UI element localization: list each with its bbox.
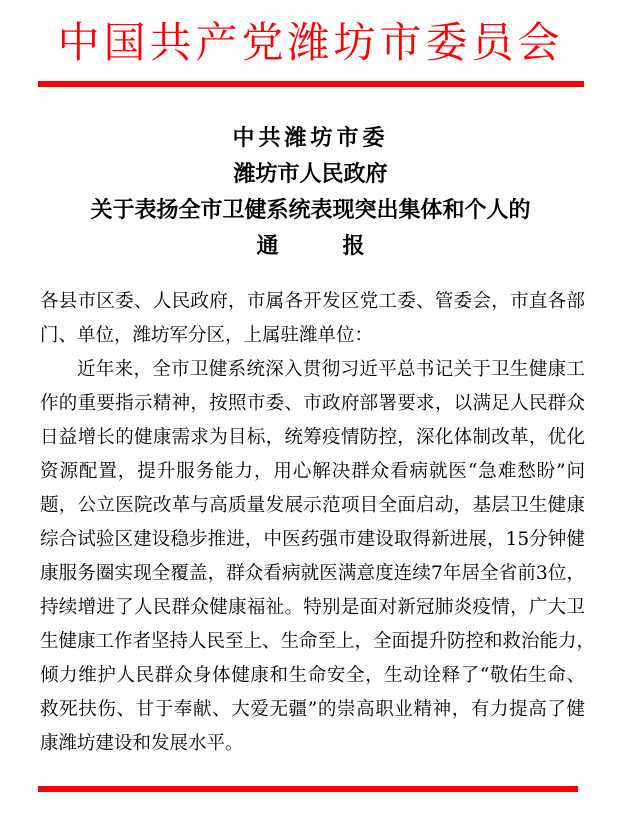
document-heading: [0, 120, 621, 264]
heading-doc-type-char2: 报: [342, 233, 365, 259]
paragraph-line: 日益增长的健康需求为目标，统筹疫情防控，深化体制改革，优化: [40, 427, 585, 448]
paragraph-line: 资源配置，提升服务能力，用心解决群众看病就医“急难愁盼”问: [40, 461, 585, 482]
addressee-line: 各县市区委、人民政府，市属各开发区党工委、管委会，市直各部: [40, 291, 585, 312]
paragraph-line: 近年来，全市卫健系统深入贯彻习近平总书记关于卫生健康工: [77, 359, 585, 380]
document-body: [40, 285, 596, 761]
red-divider-bottom: [38, 786, 578, 792]
paragraph-line: 救死扶伤、甘于奉献、大爱无疆”的崇高职业精神，有力提高了健: [40, 699, 585, 720]
paragraph-line: 倾力维护人民群众身体健康和生命安全，生动诠释了“敬佑生命、: [40, 665, 585, 686]
heading-issuer-government: 潍坊市人民政府: [233, 161, 388, 187]
paragraph-line: 持续增进了人民群众健康福祉。特别是面对新冠肺炎疫情，广大卫: [40, 597, 585, 618]
paragraph-line: 作的重要指示精神，按照市委、市政府部署要求，以满足人民群众: [40, 393, 585, 414]
issuer-title: 中国共产党潍坊市委员会: [57, 18, 564, 67]
heading-doc-type: [0, 228, 621, 264]
paragraph-line: 综合试验区建设稳步推进，中医药强市建设取得新进展，15分钟健: [40, 529, 585, 550]
heading-issuer-party: 中共潍坊市委: [232, 125, 389, 151]
paragraph-line: 题，公立医院改革与高质量发展示范项目全面启动，基层卫生健康: [40, 495, 585, 516]
red-divider-top: [38, 81, 584, 87]
paragraph-line: 康潍坊建设和发展水平。: [40, 733, 244, 754]
addressee-line: 门、单位，潍坊军分区，上属驻潍单位：: [40, 325, 374, 346]
heading-subject: 关于表扬全市卫健系统表现突出集体和个人的: [90, 197, 531, 223]
heading-doc-type-char1: 通: [256, 233, 279, 259]
paragraph-line: 生健康工作者坚持人民至上、生命至上，全面提升防控和救治能力，: [40, 631, 596, 652]
paragraph-line: 康服务圈实现全覆盖，群众看病就医满意度连续7年居全省前3位，: [40, 563, 585, 584]
